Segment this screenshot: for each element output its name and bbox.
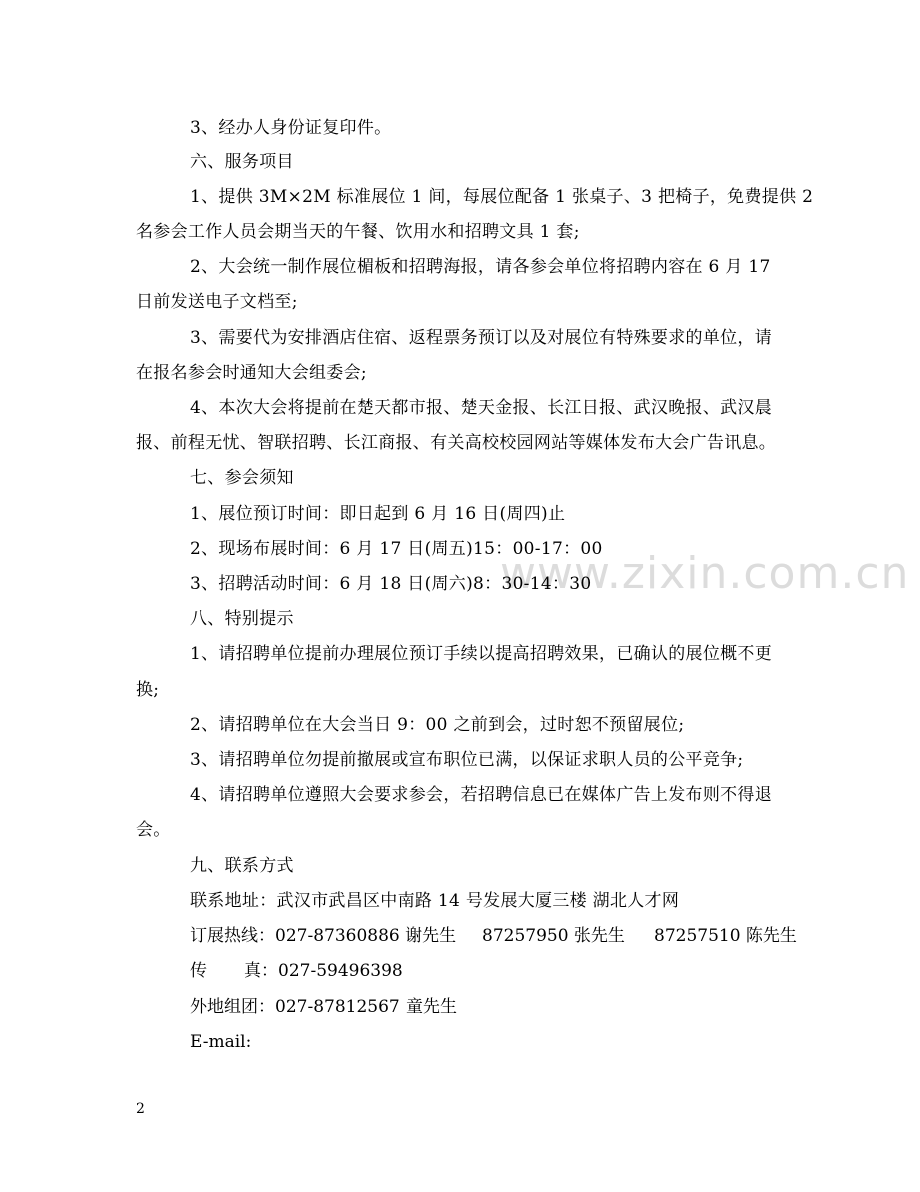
section-heading: 六、服务项目 [190, 152, 294, 172]
section-heading: 九、联系方式 [190, 856, 294, 876]
contact-address: 联系地址：武汉市武昌区中南路 14 号发展大厦三楼 湖北人才网 [190, 891, 680, 911]
page-number: 2 [136, 1101, 145, 1117]
section-heading: 八、特别提示 [190, 609, 294, 629]
paragraph-line: 4、本次大会将提前在楚天都市报、楚天金报、长江日报、武汉晚报、武汉晨 [190, 398, 773, 418]
paragraph-line: 3、请招聘单位勿提前撤展或宣布职位已满，以保证求职人员的公平竞争; [190, 750, 744, 770]
paragraph-line: 名参会工作人员会期当天的午餐、饮用水和招聘文具 1 套; [136, 222, 580, 242]
paragraph-line: 报、前程无忧、智联招聘、长江商报、有关高校校园网站等媒体发布大会广告讯息。 [136, 433, 777, 453]
paragraph-line: 3、经办人身份证复印件。 [190, 118, 392, 138]
group-contact-person: 童先生 [406, 997, 457, 1017]
paragraph-line: 换; [136, 680, 160, 700]
paragraph-line: 1、请招聘单位提前办理展位预订手续以提高招聘效果，已确认的展位概不更 [190, 644, 773, 664]
paragraph-line: 会。 [136, 820, 171, 840]
fax-number: 真：027-59496398 [244, 961, 403, 981]
paragraph-line: 3、招聘活动时间：6 月 18 日(周六)8：30-14：30 [190, 574, 592, 594]
watermark: www.zixin.com.cn [500, 548, 910, 599]
fax-label: 传 [190, 961, 207, 981]
contact-hotline-1: 订展热线：027-87360886 谢先生 [190, 926, 457, 946]
group-contact: 外地组团：027-87812567 [190, 997, 400, 1017]
paragraph-line: 1、提供 3M×2M 标准展位 1 间，每展位配备 1 张桌子、3 把椅子，免费提供 2 [190, 187, 814, 207]
paragraph-line: 在报名参会时通知大会组委会; [136, 363, 367, 383]
email-label: E-mail: [190, 1032, 252, 1052]
section-heading: 七、参会须知 [190, 468, 294, 488]
paragraph-line: 日前发送电子文档至; [136, 292, 298, 312]
contact-hotline-3: 87257510 陈先生 [654, 926, 797, 946]
contact-hotline-2: 87257950 张先生 [482, 926, 625, 946]
paragraph-line: 1、展位预订时间：即日起到 6 月 16 日(周四)止 [190, 504, 566, 524]
paragraph-line: 2、请招聘单位在大会当日 9：00 之前到会，过时恕不预留展位; [190, 715, 685, 735]
paragraph-line: 3、需要代为安排酒店住宿、返程票务预订以及对展位有特殊要求的单位，请 [190, 328, 773, 348]
paragraph-line: 4、请招聘单位遵照大会要求参会，若招聘信息已在媒体广告上发布则不得退 [190, 785, 773, 805]
paragraph-line: 2、大会统一制作展位楣板和招聘海报，请各参会单位将招聘内容在 6 月 17 [190, 257, 771, 277]
paragraph-line: 2、现场布展时间：6 月 17 日(周五)15：00-17：00 [190, 539, 603, 559]
